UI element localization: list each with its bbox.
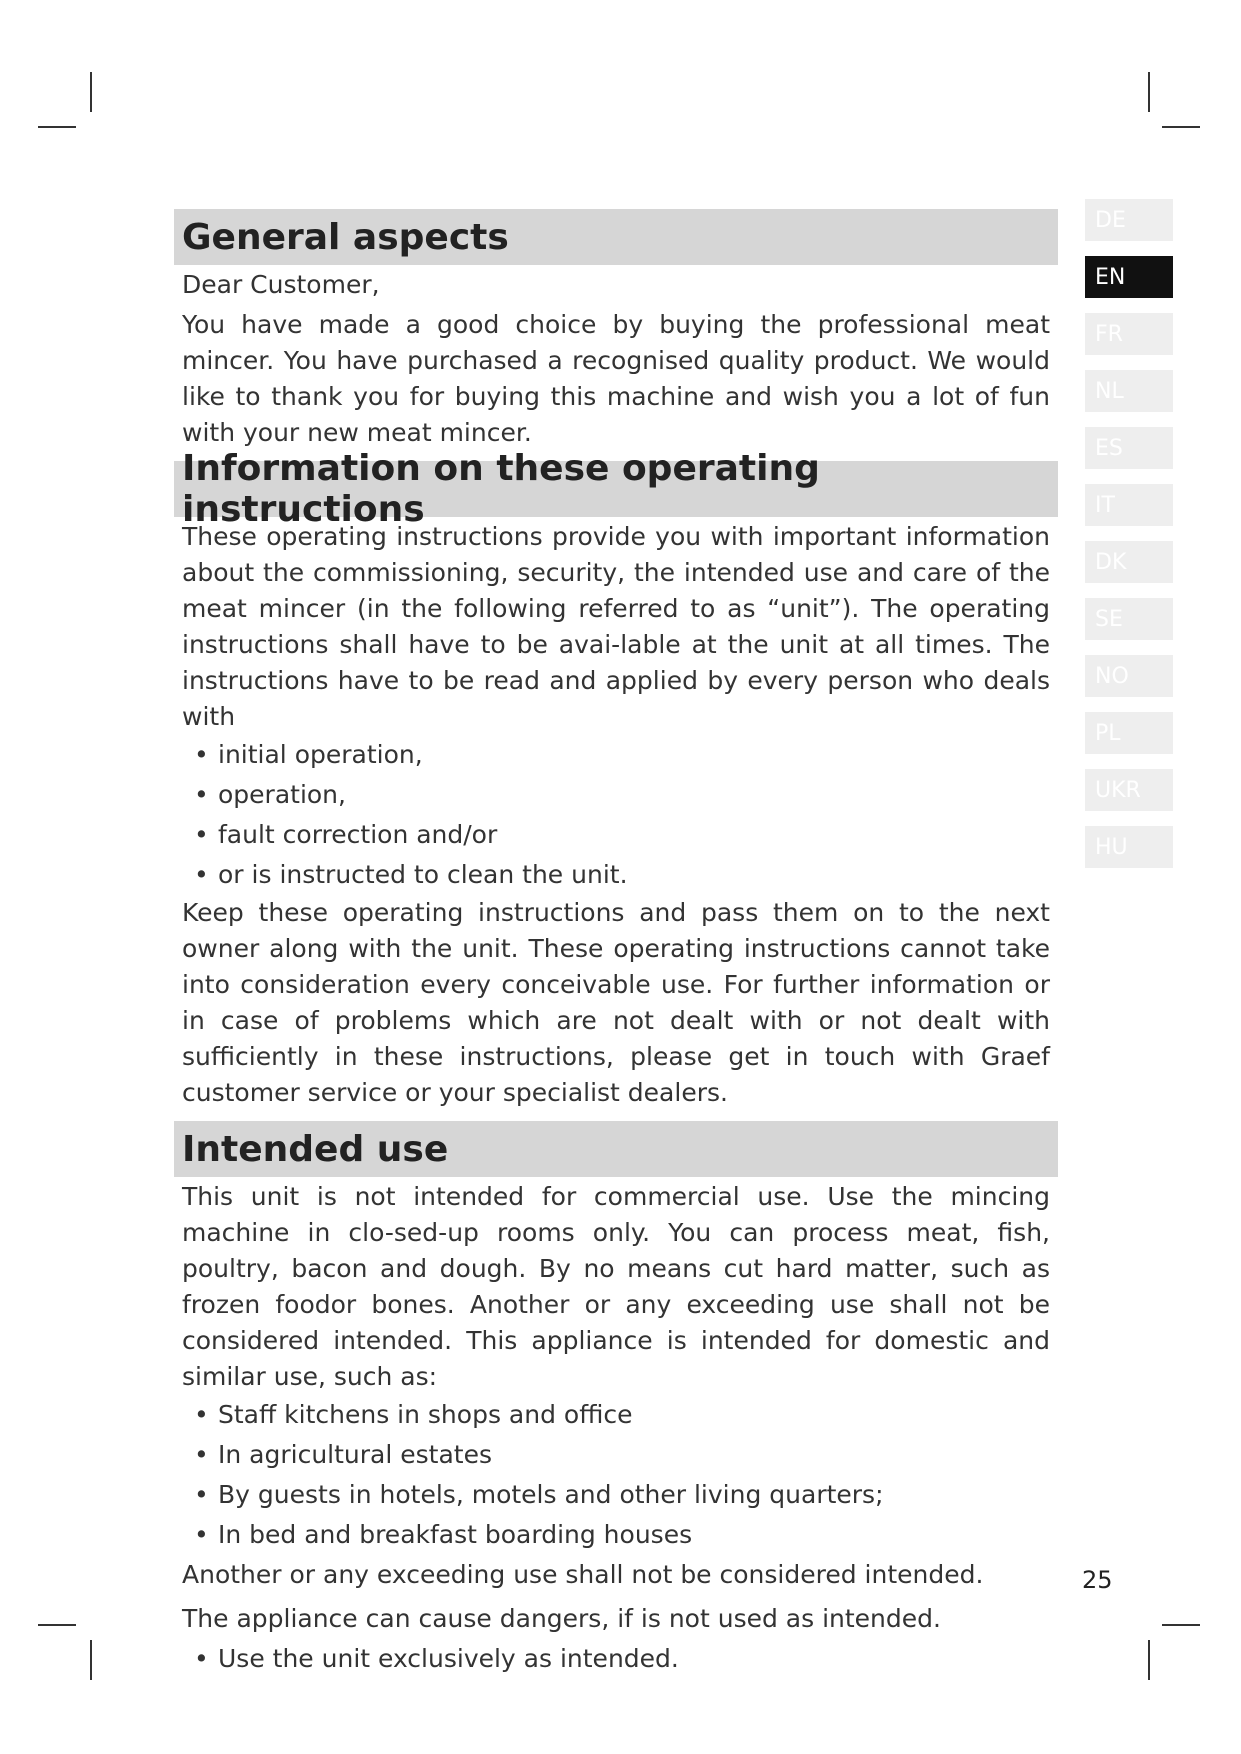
language-tab-hu[interactable]: HU <box>1085 826 1173 868</box>
list-item: • In agricultural estates <box>194 1435 1058 1475</box>
list-item: • initial operation, <box>194 735 1058 775</box>
crop-mark <box>1162 126 1200 128</box>
section-heading-information: Information on these operating instructions <box>174 461 1058 517</box>
crop-mark <box>1148 72 1150 112</box>
intended-use-final-list <box>174 1639 1058 1679</box>
language-tabs <box>1085 199 1173 883</box>
list-item: • fault correction and/or <box>194 815 1058 855</box>
language-tab-ukr[interactable]: UKR <box>1085 769 1173 811</box>
information-bullet-list <box>174 735 1058 895</box>
greeting: Dear Customer, <box>182 270 380 299</box>
general-body: You have made a good choice by buying the professional meat mincer. You have purchased a recognised quality product. We would like to thank you for buying this machine and wish you a lot of fun with your new meat mincer. <box>182 310 1050 447</box>
language-tab-de[interactable]: DE <box>1085 199 1173 241</box>
language-tab-se[interactable]: SE <box>1085 598 1173 640</box>
intended-use-line-2: The appliance can cause dangers, if is not used as intended. <box>182 1604 941 1633</box>
list-item: • or is instructed to clean the unit. <box>194 855 1058 895</box>
page-content <box>174 209 1058 1679</box>
language-tab-no[interactable]: NO <box>1085 655 1173 697</box>
language-tab-pl[interactable]: PL <box>1085 712 1173 754</box>
crop-mark <box>1148 1640 1150 1680</box>
crop-mark <box>38 126 76 128</box>
list-item: • operation, <box>194 775 1058 815</box>
crop-mark <box>1162 1624 1200 1626</box>
list-item: • In bed and breakfast boarding houses <box>194 1515 1058 1555</box>
intended-use-bullet-list <box>174 1395 1058 1555</box>
intended-use-intro: This unit is not intended for commercial use. Use the mincing machine in clo-sed-up rooms only. You can process meat, fish, poultry, bacon and dough. By no means cut hard matter, such as frozen foodor bones. Another or any exceeding use shall not be considered intended. This appliance is intended for domestic and similar use, such as: <box>182 1182 1050 1391</box>
information-intro: These operating instructions provide you with important information about the commissioning, security, the intended use and care of the meat mincer (in the following referred to as “unit”). The operating instructions shall have to be avai-lable at the unit at all times. The instructions have to be read and applied by every person who deals with <box>182 522 1050 731</box>
crop-mark <box>90 1640 92 1680</box>
crop-mark <box>90 72 92 112</box>
intended-use-line-1: Another or any exceeding use shall not be considered intended. <box>182 1560 984 1589</box>
section-heading-general: General aspects <box>174 209 1058 265</box>
section-heading-intended-use: Intended use <box>174 1121 1058 1177</box>
information-closing: Keep these operating instructions and pass them on to the next owner along with the unit. These operating instructions cannot take into consideration every conceivable use. For further information or in case of problems which are not dealt with or not dealt with sufficiently in these instructions, please get in touch with Graef customer service or your specialist dealers. <box>182 898 1050 1107</box>
list-item: • Staff kitchens in shops and office <box>194 1395 1058 1435</box>
crop-mark <box>38 1624 76 1626</box>
list-item: • Use the unit exclusively as intended. <box>194 1639 1058 1679</box>
language-tab-it[interactable]: IT <box>1085 484 1173 526</box>
page-number: 25 <box>1082 1566 1113 1594</box>
list-item: • By guests in hotels, motels and other living quarters; <box>194 1475 1058 1515</box>
language-tab-en[interactable]: EN <box>1085 256 1173 298</box>
language-tab-dk[interactable]: DK <box>1085 541 1173 583</box>
language-tab-es[interactable]: ES <box>1085 427 1173 469</box>
language-tab-nl[interactable]: NL <box>1085 370 1173 412</box>
language-tab-fr[interactable]: FR <box>1085 313 1173 355</box>
